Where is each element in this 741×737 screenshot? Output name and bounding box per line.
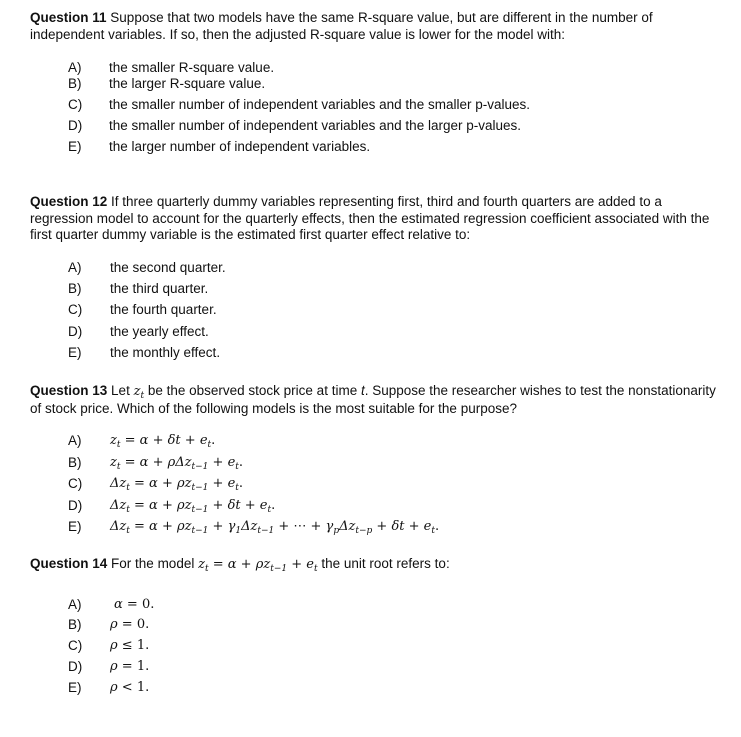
question-text-before: For the model	[111, 556, 195, 571]
option-text: the smaller number of independent variables and the smaller p-values.	[109, 97, 530, 112]
option-letter: E)	[68, 139, 82, 154]
option-text: the larger number of independent variables.	[109, 139, 371, 154]
option-letter: B)	[68, 281, 82, 296]
option-formula: ρ = 0.	[110, 617, 150, 632]
option-text: the second quarter.	[110, 260, 226, 275]
question-text-after: . Suppose the researcher wishes to test the nonstationarity of stock price. Which of the following models is the most suitable for the purpose?	[30, 383, 716, 416]
question-12	[30, 194, 720, 244]
option-formula: $\Delta z_t = \alpha + \rho z_{t-1} + \gamma_1\Delta z_{t-1}$ + ⋯ + $\gamma_p\Delta z_{t-p} + \delta t + e_t$.	[110, 519, 440, 536]
option-letter: A)	[68, 60, 82, 75]
option-formula: $z_t = \alpha + \delta t + e_t$.	[110, 433, 216, 450]
option-text: the larger R-square value.	[109, 76, 266, 91]
option-text: the monthly effect.	[110, 345, 221, 360]
option-letter: D)	[68, 498, 83, 513]
option-formula: ρ = 1.	[110, 659, 150, 674]
option-text: the smaller number of independent variables and the larger p-values.	[109, 118, 521, 133]
option-text: the yearly effect.	[110, 324, 209, 339]
option-formula: $\Delta z_t = \alpha + \rho z_{t-1} + e_t$.	[110, 476, 244, 493]
option-letter: B)	[68, 617, 82, 632]
question-label: Question 12	[30, 194, 108, 209]
option-text: the smaller R-square value.	[109, 60, 275, 75]
question-text: If three quarterly dummy variables representing first, third and fourth quarters are added to a regression model to account for the quarterly effects, then the estimated regression coefficient associated with the first quarter dummy variable is the estimated first quarter effect relative to:	[30, 194, 710, 242]
option-letter: C)	[68, 638, 83, 653]
option-formula: ρ ≤ 1.	[110, 638, 150, 653]
option-letter: D)	[68, 659, 83, 674]
option-letter: B)	[68, 455, 82, 470]
question-13	[30, 383, 720, 417]
question-text-before: Let	[111, 383, 130, 398]
question-14	[30, 556, 720, 574]
option-letter: A)	[68, 260, 82, 275]
time-variable: t	[360, 383, 365, 398]
option-text: the third quarter.	[110, 281, 209, 296]
question-text-mid: be the observed stock price at time	[147, 383, 358, 398]
option-letter: A)	[68, 597, 82, 612]
option-formula: α = 0.	[114, 597, 155, 612]
option-letter: C)	[68, 97, 83, 112]
question-label: Question 14	[30, 556, 108, 571]
question-label: Question 11	[30, 10, 107, 25]
option-letter: D)	[68, 324, 83, 339]
option-formula: $\Delta z_t = \alpha + \rho z_{t-1} + \delta t + e_t$.	[110, 498, 276, 515]
option-letter: C)	[68, 476, 83, 491]
option-formula: $z_t = \alpha + \rho\Delta z_{t-1} + e_t$.	[110, 455, 244, 472]
option-letter: E)	[68, 519, 82, 534]
question-text-after: the unit root refers to:	[321, 556, 450, 571]
option-letter: E)	[68, 680, 82, 695]
question-text: Suppose that two models have the same R-square value, but are different in the number of independent variables. If so, then the adjusted R-square value is lower for the model with:	[30, 10, 653, 42]
question-11	[30, 10, 720, 43]
option-letter: B)	[68, 76, 82, 91]
option-text: the fourth quarter.	[110, 302, 217, 317]
model-formula: $z_t = \alpha + \rho z_{t-1} + e_t$	[198, 557, 318, 574]
option-letter: E)	[68, 345, 82, 360]
option-letter: D)	[68, 118, 83, 133]
question-label: Question 13	[30, 383, 108, 398]
option-formula: ρ < 1.	[110, 680, 150, 695]
variable-z-t: $z_t$	[133, 384, 145, 401]
option-letter: A)	[68, 433, 82, 448]
option-letter: C)	[68, 302, 83, 317]
